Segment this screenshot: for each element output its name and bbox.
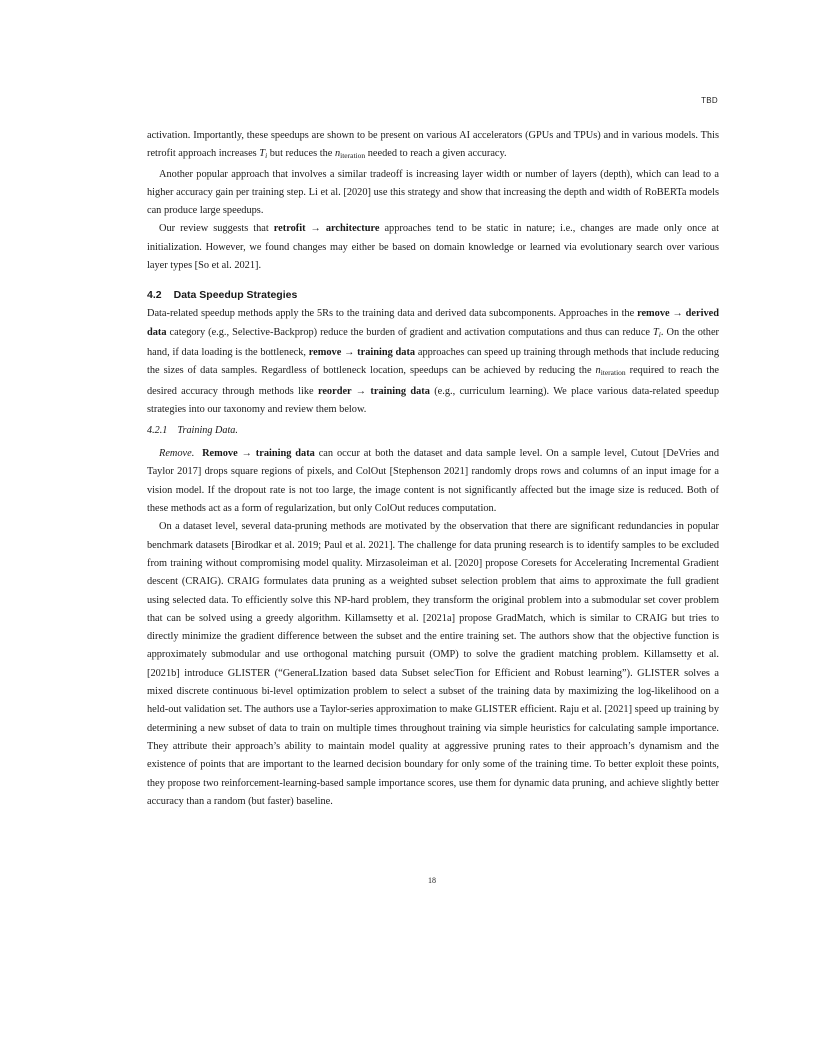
subsection-heading <box>147 423 719 439</box>
section-number: 4.2 <box>147 289 162 302</box>
page-body <box>147 127 719 811</box>
paragraph-layer-width: Another popular approach that involves a similar tradeoff is increasing layer width or number of layers (depth), which can lead to a higher accuracy gain per training step. Li et al. [2020] use this strategy and show that increasing the depth and width of RoBERTa models can produce large speedups. <box>147 168 719 217</box>
paragraph-retrofit-tradeoff: activation. Importantly, these speedups are shown to be present on various AI accelerators (GPUs and TPUs) and in various models. This retrofit approach increases $T_i$ but reduces the $n_{iteration}$ needed to reach a given accuracy. <box>147 130 719 161</box>
paragraph-heading-remove: Remove. <box>159 448 195 460</box>
subsection-number: 4.2.1 <box>147 425 168 437</box>
paragraph-dataset-pruning: On a dataset level, several data-pruning methods are motivated by the observation that there are significant redundancies in popular benchmark datasets [Birodkar et al. 2019; Paul et al. 2021]. The challenge for data pruning research is to identify samples to be excluded from training without compromising model quality. Mirzasoleiman et al. [2020] propose Coresets for Accelerating Incremental Gradient descent (CRAIG). CRAIG formulates data pruning as a weighted subset selection problem that aims to approximate the full gradient using selected data. To efficiently solve this NP-hard problem, they transform the original problem into a submodular set cover problem that can be solved using a greedy algorithm. Killamsetty et al. [2021a] propose GradMatch, which is similar to CRAIG but tries to directly minimize the gradient difference between the subset and the entire training set. The authors show that the objective function is approximately submodular and use orthogonal matching pursuit (OMP) to solve the gradient matching problem. Killamsetty et al. [2021b] introduce GLISTER (“GeneraLIzation based data Subset selecTion for Efficient and Robust learning”). GLISTER solves a mixed discrete continuous bi-level optimization problem to select a subset of the training data by maximizing the log-likelihood on a held-out validation set. The authors use a Taylor-series approximation to make GLISTER efficient. Raju et al. [2021] speed up training by determining a new subset of data to train on multiple times throughout training via simple heuristics for calculating sample importance. They attribute their approach’s ability to maintain model quality at aggressive pruning rates to their approach’s dynamism and the existence of points that are important to the learned decision boundary for only some of the training time. To better exploit these points, they propose two reinforcement-learning-based sample importance scores, use them for dynamic data pruning, and achieve slightly better accuracy than a random (but faster) baseline. <box>147 521 719 807</box>
paragraph-remove-sample-level: Remove. Remove → training data can occur at both the dataset and data sample level. On a sample level, Cutout [DeVries and Taylor 2017] drops square regions of pixels, and ColOut [Stephenson 2021] randomly drops rows and columns of an input image for a vision model. If the dropout rate is not too large, the image content is not significantly affected but the image size is reduced. Both of these methods act as a form of regularization, but only ColOut reduces computation. <box>147 448 720 515</box>
page-number: 18 <box>428 876 436 885</box>
section-heading <box>147 287 719 303</box>
paragraph-data-speedup-intro: Data-related speedup methods apply the 5Rs to the training data and derived data subcomponents. Approaches in the remove → derived data category (e.g., Selective-Backprop) reduce the burden of gradient and activation computations and thus can reduce $T_i$. On the other hand, if data loading is the bottleneck, remove → training data approaches can speed up training through methods that include reducing the sizes of data samples. Regardless of bottleneck location, speedups can be achieved by reducing the $n_{iteration}$ required to reach the desired accuracy through methods like reorder → training data (e.g., curriculum learning). We place various data-related speedup strategies into our taxonomy and review them below. <box>147 308 719 415</box>
subsection-title: Training Data. <box>177 425 238 437</box>
section-title: Data Speedup Strategies <box>173 289 298 302</box>
running-head: TBD <box>701 96 718 105</box>
paragraph-review-summary: Our review suggests that retrofit → architecture approaches tend to be static in nature; i.e., changes are made only once at initialization. However, we found changes may either be based on domain knowledge or learned via evolutionary search over various layer types [So et al. 2021]. <box>147 223 719 272</box>
